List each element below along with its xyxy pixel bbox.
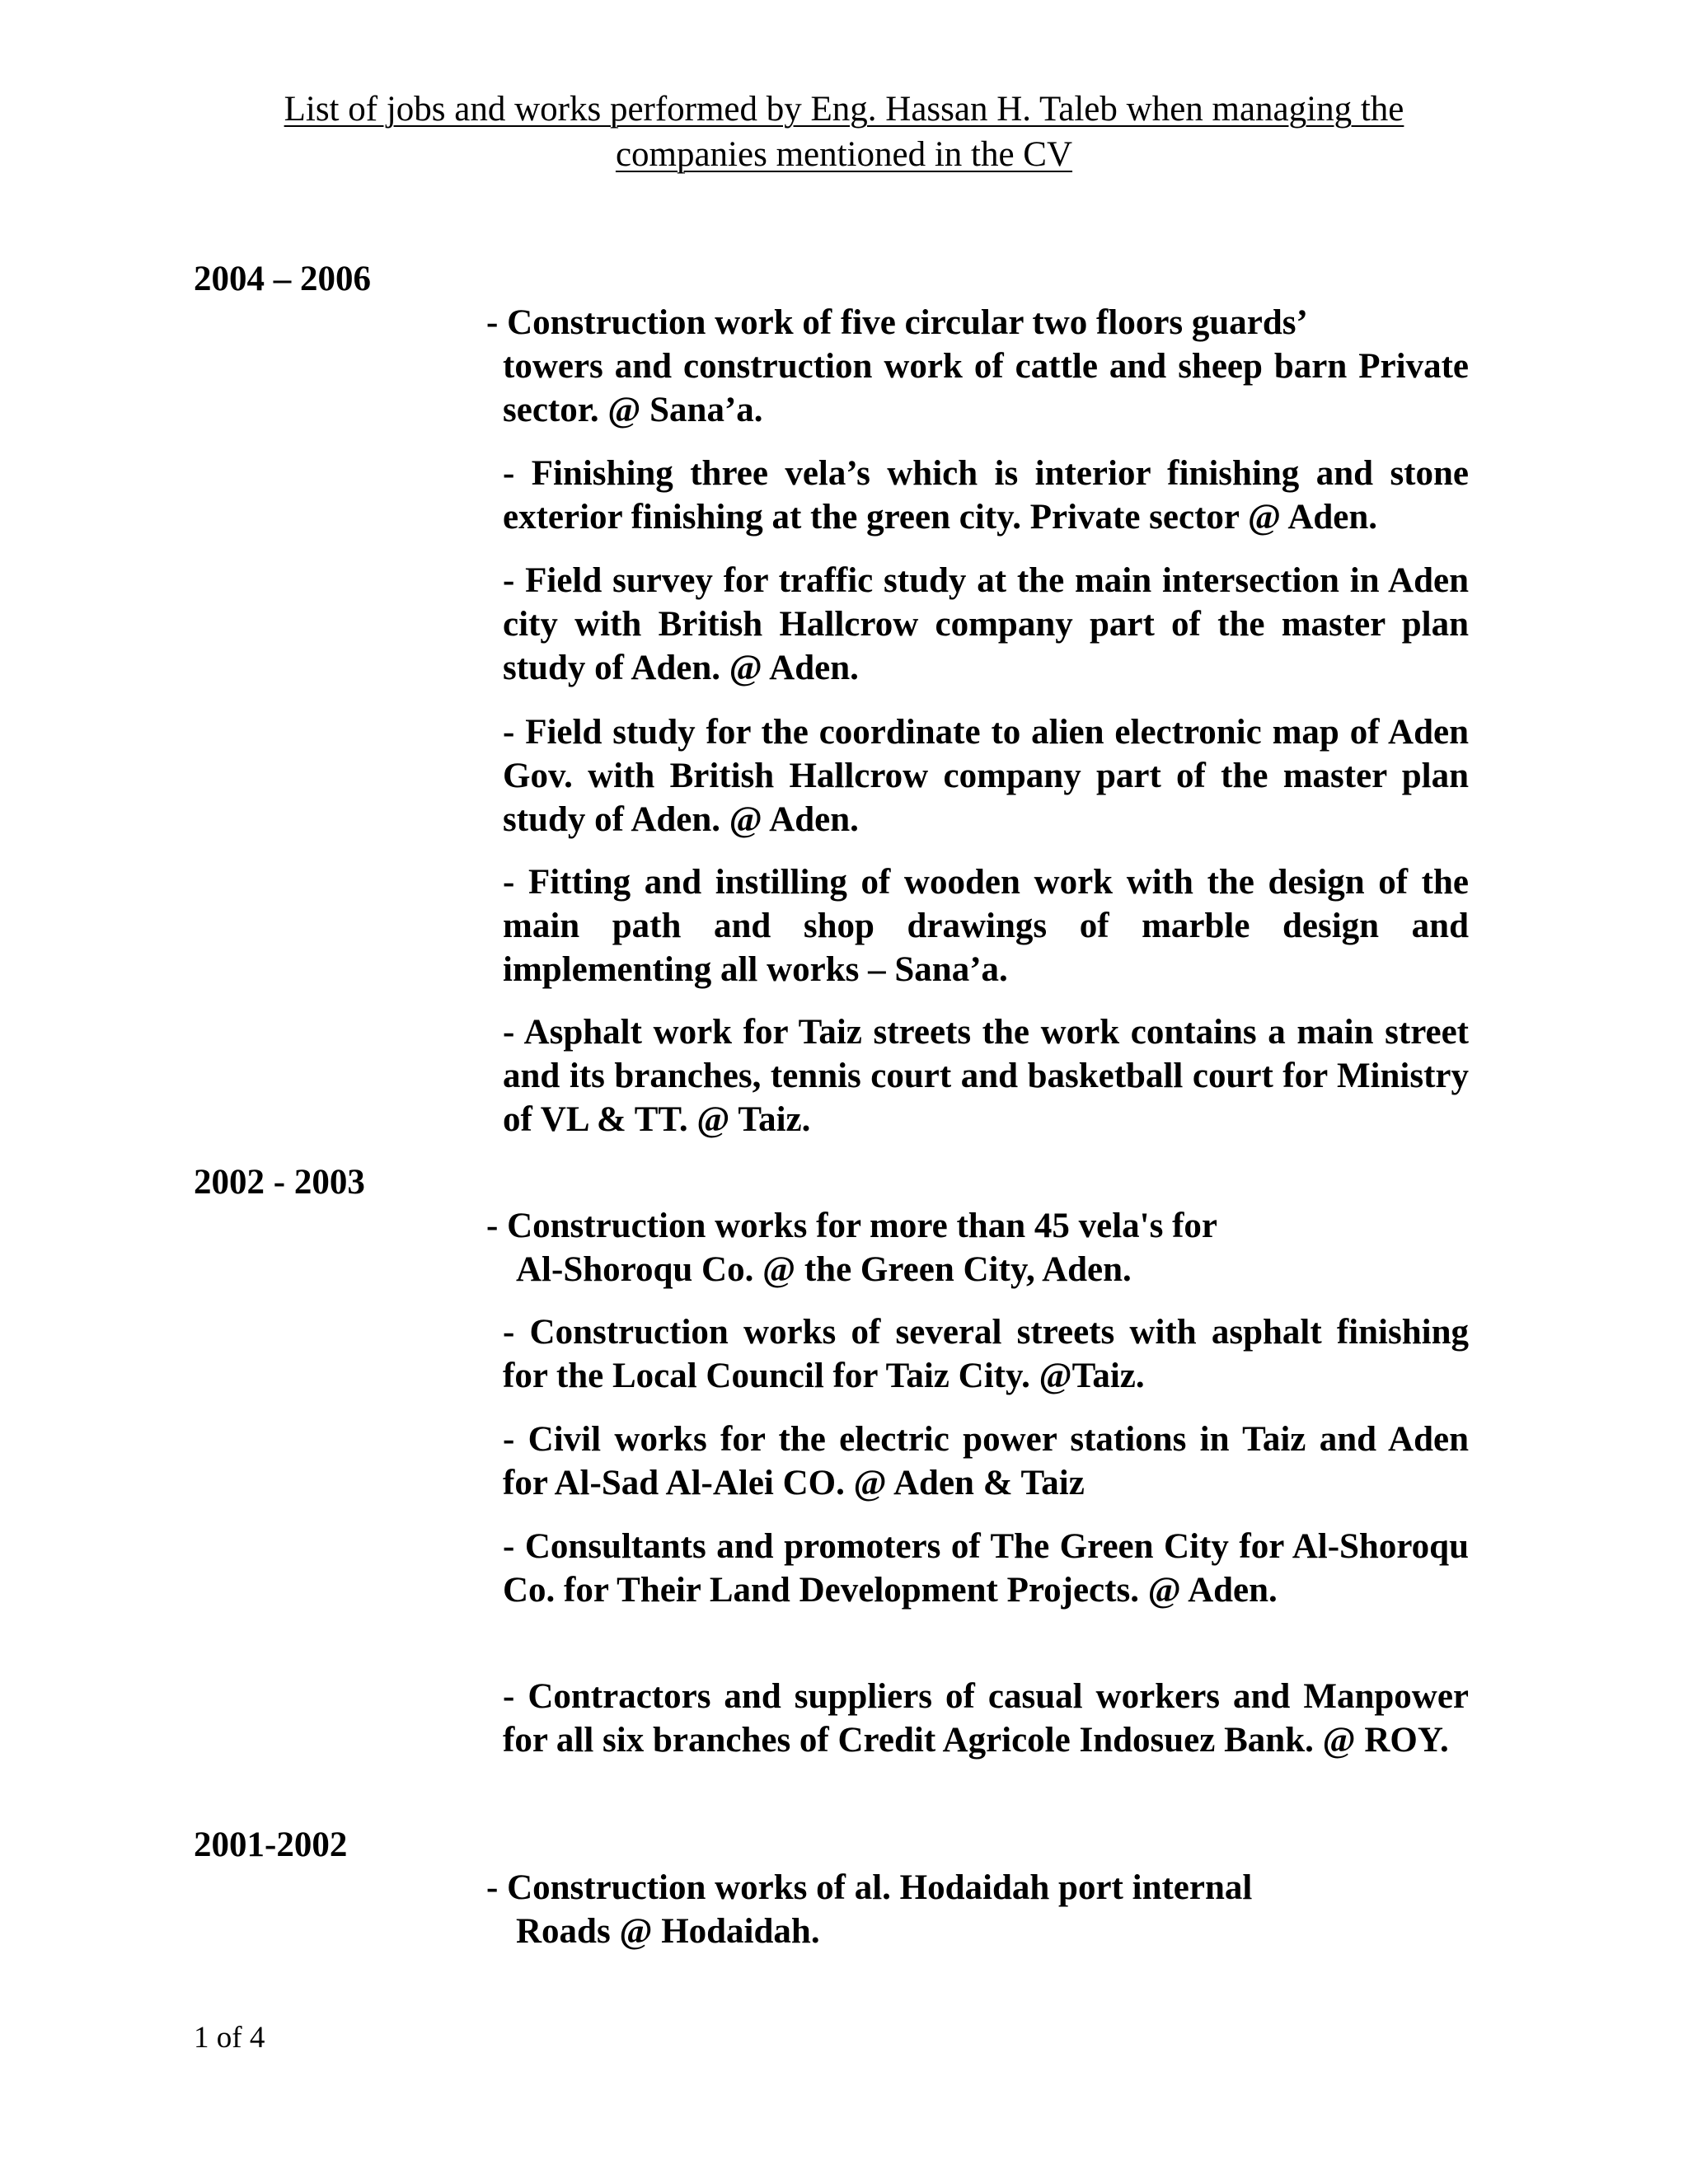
job-entry	[486, 1204, 1469, 1291]
period-heading: 2004 – 2006	[194, 260, 371, 298]
job-entry-first-line: - Construction works of al. Hodaidah port internal	[486, 1868, 1253, 1907]
period-heading: 2002 - 2003	[194, 1163, 365, 1202]
job-entry-first-line: - Construction work of five circular two floors guards’	[486, 303, 1308, 342]
job-entry: - Contractors and suppliers of casual workers and Manpower for all six branches of Credit Agricole Indosuez Bank. @ ROY.	[503, 1677, 1469, 1760]
job-entry: - Civil works for the electric power stations in Taiz and Aden for Al-Sad Al-Alei CO. @ Aden & Taiz	[503, 1420, 1469, 1502]
document-title-line-1: List of jobs and works performed by Eng. Hassan H. Taleb when managing the	[284, 90, 1404, 129]
job-entry: - Consultants and promoters of The Green City for Al-Shoroqu Co. for Their Land Development Projects. @ Aden.	[503, 1527, 1469, 1610]
job-entry-continuation: Al-Shoroqu Co. @ the Green City, Aden.	[516, 1250, 1132, 1289]
job-entry: - Field study for the coordinate to alien electronic map of Aden Gov. with British Hallcrow company part of the master plan study of Aden. @ Aden.	[503, 713, 1469, 839]
job-entry	[486, 301, 1469, 432]
job-entry: - Finishing three vela’s which is interior finishing and stone exterior finishing at the green city. Private sector @ Aden.	[503, 454, 1469, 537]
job-entry-first-line: - Construction works for more than 45 vela's for	[486, 1207, 1218, 1245]
page-number: 1 of 4	[194, 2021, 265, 2055]
job-entry-continuation: towers and construction work of cattle and sheep barn Private sector. @ Sana’a.	[503, 347, 1469, 429]
job-entry	[486, 1866, 1469, 1953]
document-title	[0, 87, 1688, 177]
document-title-line-2: companies mentioned in the CV	[615, 135, 1073, 174]
job-entry: - Fitting and instilling of wooden work with the design of the main path and shop drawings of marble design and implementing all works – Sana’a.	[503, 863, 1469, 989]
period-heading: 2001-2002	[194, 1825, 348, 1864]
job-entry: - Construction works of several streets with asphalt finishing for the Local Council for Taiz City. @Taiz.	[503, 1313, 1469, 1395]
job-entry: - Asphalt work for Taiz streets the work contains a main street and its branches, tennis court and basketball court for Ministry of VL & TT. @ Taiz.	[503, 1013, 1469, 1139]
job-entry: - Field survey for traffic study at the main intersection in Aden city with British Hallcrow company part of the master plan study of Aden. @ Aden.	[503, 561, 1469, 687]
job-entry-continuation: Roads @ Hodaidah.	[516, 1912, 820, 1951]
